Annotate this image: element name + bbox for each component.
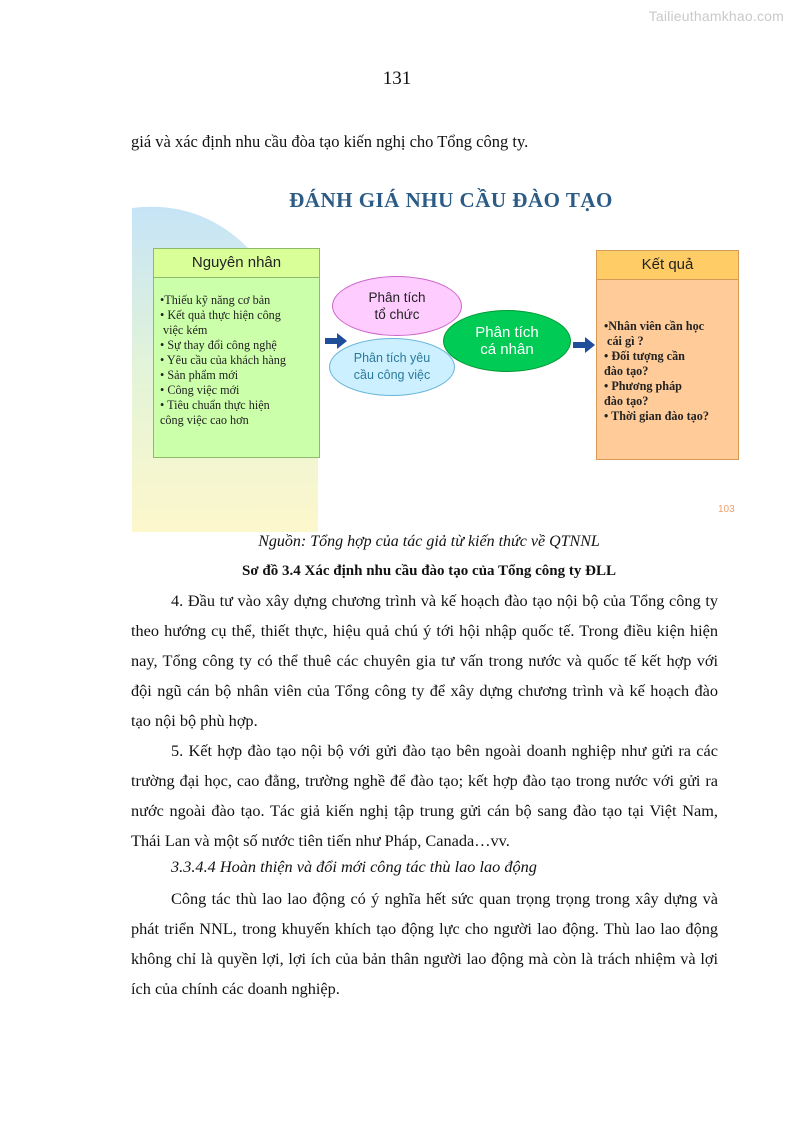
cause-item: • Kết quả thực hiện công	[160, 308, 281, 322]
figure-caption: Sơ đồ 3.4 Xác định nhu cầu đào tạo của Tổng công ty ĐLL	[242, 563, 616, 579]
oval-ind-line: Phân tích	[475, 324, 539, 341]
watermark: Tailieuthamkhao.com	[648, 8, 784, 24]
result-item: • Đối tượng cần	[604, 349, 685, 363]
slide-number: 103	[718, 504, 735, 515]
oval-req-line: cầu công việc	[353, 368, 431, 382]
paragraph-5: 5. Kết hợp đào tạo nội bộ với gửi đào tạo bên ngoài doanh nghiệp như gửi ra các trường đại học, cao đẳng, trường nghề để đào tạo; kết hợp đào tạo trong nước với gửi ra nước ngoài đào tạo. Tác giả kiến nghị tập trung gửi cán bộ sang đào tạo tại Việt Nam, Thái Lan và một số nước tiên tiến như Pháp, Canada…vv.	[131, 741, 718, 850]
causes-header: Nguyên nhân	[154, 249, 319, 278]
results-box	[596, 250, 739, 460]
result-item: • Phương pháp	[604, 379, 682, 393]
job-requirement-analysis-oval	[329, 338, 455, 396]
cause-item: • Sự thay đổi công nghệ	[160, 338, 277, 352]
page-number: 131	[382, 68, 412, 89]
result-item: đào tạo?	[604, 364, 649, 378]
cause-item: • Yêu cầu của khách hàng	[160, 353, 286, 367]
results-header: Kết quả	[597, 251, 738, 280]
result-item: •Nhân viên cần học	[604, 319, 705, 333]
arrow-right-icon	[573, 337, 595, 353]
cause-item: • Sản phẩm mới	[160, 368, 239, 382]
training-needs-diagram	[132, 188, 746, 532]
causes-list	[160, 293, 322, 428]
figure-source: Nguồn: Tổng hợp của tác giả từ kiến thức về QTNNL	[258, 533, 600, 550]
cause-item: • Tiêu chuẩn thực hiện	[160, 398, 270, 412]
cause-item: việc kém	[160, 323, 208, 337]
results-list	[604, 319, 740, 424]
cause-item: • Công việc mới	[160, 383, 240, 397]
intro-line: giá và xác định nhu cầu đòa tạo kiến nghị cho Tổng công ty.	[131, 132, 529, 151]
section-heading: 3.3.4.4 Hoàn thiện và đổi mới công tác thù lao lao động	[171, 857, 537, 876]
cause-item: công việc cao hơn	[160, 413, 249, 427]
oval-org-line: tổ chức	[374, 307, 420, 322]
oval-org-line: Phân tích	[368, 290, 426, 305]
causes-box	[153, 248, 320, 458]
oval-ind-line: cá nhân	[480, 341, 534, 358]
diagram-title: ĐÁNH GIÁ NHU CẦU ĐÀO TẠO	[289, 188, 613, 212]
arrow-right-icon	[325, 333, 347, 349]
oval-req-line: Phân tích yêu	[353, 351, 431, 365]
cause-item: •Thiếu kỹ năng cơ bản	[160, 293, 271, 307]
result-item: cái gì ?	[604, 334, 644, 348]
result-item: • Thời gian đào tạo?	[604, 409, 709, 423]
paragraph-6: Công tác thù lao lao động có ý nghĩa hết sức quan trọng trọng trong xây dựng và phát triển NNL, trong khuyến khích tạo động lực cho người lao động. Thù lao lao động không chỉ là quyền lợi, lợi ích của bản thân người lao động mà còn là trách nhiệm và lợi ích của chính các doanh nghiệp.	[131, 889, 718, 998]
paragraph-4: 4. Đầu tư vào xây dựng chương trình và kế hoạch đào tạo nội bộ của Tổng công ty theo hướng cụ thể, thiết thực, hiệu quả chú ý tới hội nhập quốc tế. Trong điều kiện hiện nay, Tổng công ty có thể thuê các chuyên gia tư vấn trong nước và quốc tế kết hợp với đội ngũ cán bộ nhân viên của Tổng công ty để xây dựng chương trình và kế hoạch đào tạo nội bộ phù hợp.	[131, 591, 718, 730]
result-item: đào tạo?	[604, 394, 649, 408]
org-analysis-oval	[332, 276, 462, 336]
individual-analysis-oval	[443, 310, 571, 372]
